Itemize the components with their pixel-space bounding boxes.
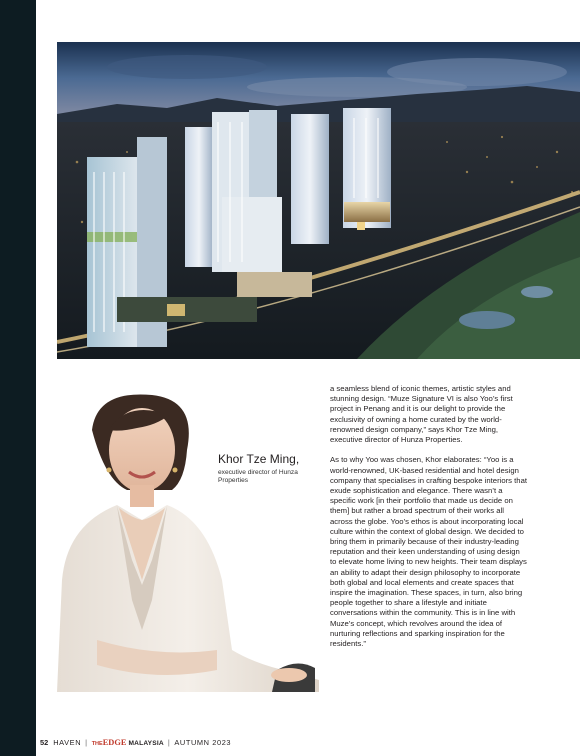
- brand-country: MALAYSIA: [128, 739, 164, 747]
- article-body: [330, 384, 528, 659]
- portrait-photo: [57, 390, 322, 692]
- page-footer: [40, 736, 231, 748]
- page-number: 52: [40, 737, 49, 747]
- hero-cityscape-image: [57, 42, 580, 359]
- caption-role: executive director of Hunza Properties: [218, 469, 298, 485]
- article-paragraph-1: a seamless blend of iconic themes, artistic styles and stunning design. “Muze Signature VI is also Yoo’s first project in Penang and it is our delight to provide the exclusivity of owning a home curated by the world-renowned design company,” says Khor Tze Ming, executive director of Hunza Properties.: [330, 384, 513, 445]
- footer-separator-1: |: [85, 737, 88, 747]
- caption-name: Khor Tze Ming,: [218, 452, 300, 466]
- article-paragraph-2: As to why Yoo was chosen, Khor elaborates: “Yoo is a world-renowned, UK-based residential and hotel design company that specialises in crafting bespoke interiors that exude sophistication and elegance. There wasn’t a specific work [in their portfolio that made us decide on them] but rather a broad spectrum of their works all across the globe. Yoo’s ethos is about incorporating local culture within the context of global design. We decided to bring them in primarily because of their industry-leading reputation and their keen understanding of using design to elevate home living to new heights. Their team displays an ability to adapt their design philosophy to incorporate both global and local elements and create spaces that inspire the imagination. These spaces, in turn, also bring people together to share a lifestyle and initiate conversations within the community. This is in line with Muze’s concept, which revolves around the idea of nurturing reflections and sparking inspiration for the residents.”: [330, 455, 527, 649]
- footer-issue: AUTUMN 2023: [174, 737, 232, 747]
- portrait-caption: [218, 452, 318, 486]
- brand-the: THE: [91, 740, 103, 747]
- brand-edge: EDGE: [102, 737, 127, 747]
- footer-separator-2: |: [167, 737, 171, 747]
- page-spine-bar: [0, 0, 36, 756]
- footer-section: HAVEN: [53, 737, 82, 747]
- brand-logo: [92, 738, 164, 747]
